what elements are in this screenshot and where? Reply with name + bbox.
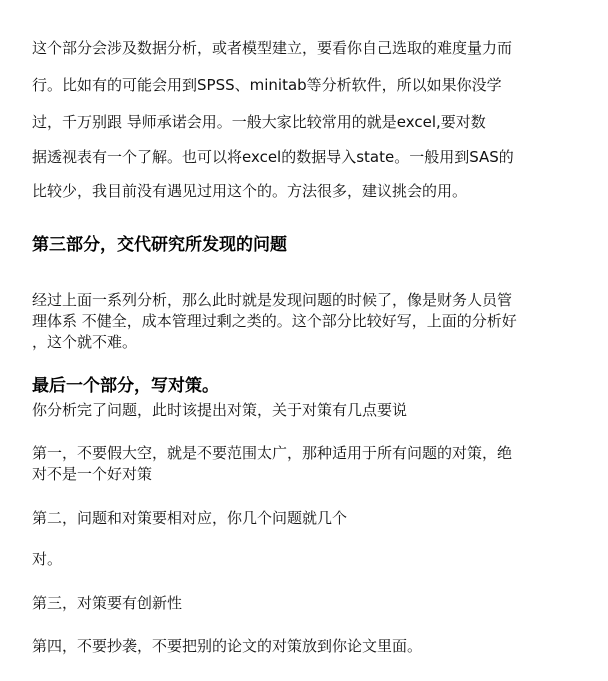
section-3-line-2: 理体系 不健全，成本管理过剩之类的。这个部分比较好写，上面的分析好 [32, 312, 517, 330]
point-2-line-1: 第二，问题和对策要相对应，你几个问题就几个 [32, 509, 348, 527]
point-1-line-1: 第一，不要假大空，就是不要范围太广，那种适用于所有问题的对策，绝 [32, 444, 513, 462]
point-1-line-2: 对不是一个好对策 [32, 465, 153, 483]
paragraph-1-line-5: 比较少，我目前没有遇见过用这个的。方法很多，建议挑会的用。 [32, 182, 468, 200]
paragraph-1-line-4: 据透视表有一个了解。也可以将excel的数据导入state。一般用到SAS的 [32, 148, 514, 166]
section-last-intro: 你分析完了问题，此时该提出对策，关于对策有几点要说 [32, 401, 408, 419]
point-2-line-2: 对。 [32, 550, 63, 568]
point-3: 第三，对策要有创新性 [32, 594, 183, 612]
section-3-heading: 第三部分，交代研究所发现的问题 [32, 235, 287, 255]
section-3-line-3: ，这个就不难。 [32, 333, 138, 351]
point-4: 第四，不要抄袭，不要把别的论文的对策放到你论文里面。 [32, 637, 423, 655]
paragraph-1-line-3: 过，千万别跟 导师承诺会用。一般大家比较常用的就是excel,要对数 [32, 113, 486, 131]
paragraph-1-line-1: 这个部分会涉及数据分析，或者模型建立，要看你自己选取的难度量力而 [32, 39, 513, 57]
section-last-heading: 最后一个部分，写对策。 [32, 376, 219, 396]
section-3-line-1: 经过上面一系列分析，那么此时就是发现问题的时候了，像是财务人员管 [32, 291, 513, 309]
paragraph-1-line-2: 行。比如有的可能会用到SPSS、minitab等分析软件，所以如果你没学 [32, 76, 502, 94]
